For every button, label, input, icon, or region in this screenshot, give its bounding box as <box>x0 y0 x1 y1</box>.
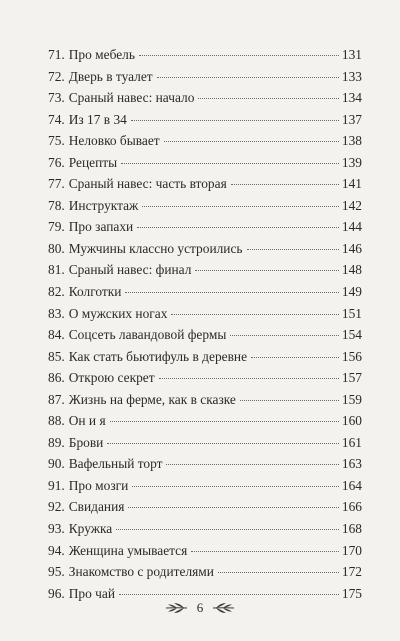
page-footer <box>0 600 400 616</box>
page-number: 6 <box>196 600 204 615</box>
toc-entry-title: Про мебель <box>68 47 135 62</box>
toc-entry-number: 88. <box>48 413 65 429</box>
toc-entry-title: Про запахи <box>68 219 134 235</box>
toc-entry-number: 93. <box>48 521 65 537</box>
toc-entry <box>48 453 362 475</box>
toc-entry-title: Женщина умывается <box>68 542 188 558</box>
toc-entry <box>48 432 362 454</box>
toc-entry-page: 134 <box>341 90 362 106</box>
leaf-sprig-right-icon <box>212 600 236 616</box>
toc-entry-number: 90. <box>48 456 65 472</box>
toc-entry-page: 138 <box>341 133 362 149</box>
toc-entry-title: Про чай <box>68 585 116 601</box>
toc-entry-title: Неловко бывает <box>68 133 160 149</box>
toc-entry-number: 77. <box>48 176 65 192</box>
toc-entry-title: Колготки <box>68 284 122 300</box>
toc-entry-number: 87. <box>48 391 65 407</box>
dot-leader <box>139 55 339 56</box>
toc-entry <box>48 87 362 109</box>
toc-entry <box>48 195 362 217</box>
toc-entry-number: 89. <box>48 434 65 450</box>
toc-entry-page: 159 <box>341 391 362 407</box>
toc-entry-page: 175 <box>341 585 362 601</box>
toc-entry <box>48 324 362 346</box>
toc-entry <box>48 44 362 66</box>
toc-entry-title: Мужчины классно устроились <box>68 240 243 256</box>
toc-entry-number: 74. <box>48 111 65 127</box>
toc-entry <box>48 109 362 131</box>
table-of-contents <box>48 44 362 604</box>
dot-leader <box>107 443 339 444</box>
toc-entry-title: Про мозги <box>68 477 129 493</box>
toc-entry <box>48 540 362 562</box>
toc-entry <box>48 216 362 238</box>
dot-leader <box>110 421 339 422</box>
toc-entry-title: Как стать бьютифуль в деревне <box>68 348 248 364</box>
toc-entry-title: Вафельный торт <box>68 456 163 472</box>
dot-leader <box>164 141 339 142</box>
dot-leader <box>119 594 339 595</box>
toc-entry-number: 78. <box>48 197 65 213</box>
dot-leader <box>230 335 339 336</box>
toc-entry <box>48 281 362 303</box>
toc-entry-title: Соцсеть лавандовой фермы <box>68 327 227 343</box>
toc-entry-title: Сраный навес: финал <box>68 262 192 278</box>
toc-entry <box>48 367 362 389</box>
toc-entry <box>48 152 362 174</box>
toc-entry-page: 164 <box>341 477 362 493</box>
toc-entry-page: 133 <box>341 68 362 84</box>
toc-entry-number: 73. <box>48 90 65 106</box>
toc-entry <box>48 410 362 432</box>
toc-entry-number: 82. <box>48 284 65 300</box>
toc-entry-page: 139 <box>341 154 362 170</box>
toc-entry-page: 141 <box>341 176 362 192</box>
toc-entry-page: 137 <box>341 111 362 127</box>
toc-entry-title: Сраный навес: начало <box>68 90 195 106</box>
toc-entry-page: 149 <box>341 284 362 300</box>
toc-entry-page: 146 <box>341 240 362 256</box>
toc-entry-number: 71. <box>48 47 65 62</box>
toc-entry-title: Открою секрет <box>68 370 155 386</box>
dot-leader <box>231 184 339 185</box>
toc-entry <box>48 173 362 195</box>
toc-entry-page: 151 <box>341 305 362 321</box>
toc-entry <box>48 259 362 281</box>
dot-leader <box>198 98 339 99</box>
dot-leader <box>166 464 338 465</box>
dot-leader <box>125 292 338 293</box>
toc-entry <box>48 518 362 540</box>
toc-entry-number: 92. <box>48 499 65 515</box>
toc-entry <box>48 561 362 583</box>
dot-leader <box>191 551 339 552</box>
toc-entry-title: Брови <box>68 434 104 450</box>
toc-entry-number: 85. <box>48 348 65 364</box>
dot-leader <box>247 249 339 250</box>
toc-entry-number: 81. <box>48 262 65 278</box>
dot-leader <box>251 357 339 358</box>
toc-entry-page: 144 <box>341 219 362 235</box>
toc-entry <box>48 130 362 152</box>
dot-leader <box>116 529 339 530</box>
toc-entry-number: 75. <box>48 133 65 149</box>
dot-leader <box>218 572 339 573</box>
toc-entry-number: 84. <box>48 327 65 343</box>
toc-entry-number: 96. <box>48 585 65 601</box>
toc-entry-title: Рецепты <box>68 154 118 170</box>
toc-entry-title: Инструктаж <box>68 197 139 213</box>
toc-entry-title: Свидания <box>68 499 125 515</box>
toc-entry-title: Кружка <box>68 521 113 537</box>
toc-entry-number: 76. <box>48 154 65 170</box>
toc-entry-number: 83. <box>48 305 65 321</box>
toc-entry-number: 94. <box>48 542 65 558</box>
dot-leader <box>142 206 339 207</box>
toc-entry-title: Жизнь на ферме, как в сказке <box>68 391 236 407</box>
toc-entry-page: 166 <box>341 499 362 515</box>
toc-entry-number: 79. <box>48 219 65 235</box>
toc-entry-title: Из 17 в 34 <box>68 111 127 127</box>
toc-entry-number: 86. <box>48 370 65 386</box>
toc-entry-number: 95. <box>48 564 65 580</box>
toc-entry-title: Дверь в туалет <box>68 68 153 84</box>
dot-leader <box>195 270 339 271</box>
toc-entry-page: 148 <box>341 262 362 278</box>
toc-entry-number: 91. <box>48 477 65 493</box>
toc-entry-page: 131 <box>341 47 362 62</box>
toc-entry-page: 163 <box>341 456 362 472</box>
toc-entry-title: О мужских ногах <box>68 305 168 321</box>
toc-entry <box>48 238 362 260</box>
toc-entry <box>48 389 362 411</box>
toc-entry-title: Знакомство с родителями <box>68 564 214 580</box>
toc-entry <box>48 66 362 88</box>
toc-entry-title: Сраный навес: часть вторая <box>68 176 227 192</box>
toc-entry-page: 161 <box>341 434 362 450</box>
dot-leader <box>157 77 339 78</box>
toc-entry-page: 142 <box>341 197 362 213</box>
toc-entry-page: 172 <box>341 564 362 580</box>
dot-leader <box>131 120 339 121</box>
dot-leader <box>159 378 339 379</box>
dot-leader <box>132 486 339 487</box>
toc-entry <box>48 303 362 325</box>
toc-entry <box>48 475 362 497</box>
dot-leader <box>128 507 338 508</box>
toc-entry-page: 170 <box>341 542 362 558</box>
dot-leader <box>137 227 339 228</box>
toc-entry <box>48 496 362 518</box>
toc-entry-page: 160 <box>341 413 362 429</box>
toc-entry-page: 154 <box>341 327 362 343</box>
dot-leader <box>121 163 339 164</box>
toc-entry-title: Он и я <box>68 413 106 429</box>
toc-entry <box>48 346 362 368</box>
dot-leader <box>240 400 339 401</box>
leaf-sprig-left-icon <box>164 600 188 616</box>
toc-entry-page: 157 <box>341 370 362 386</box>
toc-entry-number: 80. <box>48 240 65 256</box>
toc-entry-page: 156 <box>341 348 362 364</box>
toc-entry-number: 72. <box>48 68 65 84</box>
toc-entry-page: 168 <box>341 521 362 537</box>
dot-leader <box>171 314 338 315</box>
